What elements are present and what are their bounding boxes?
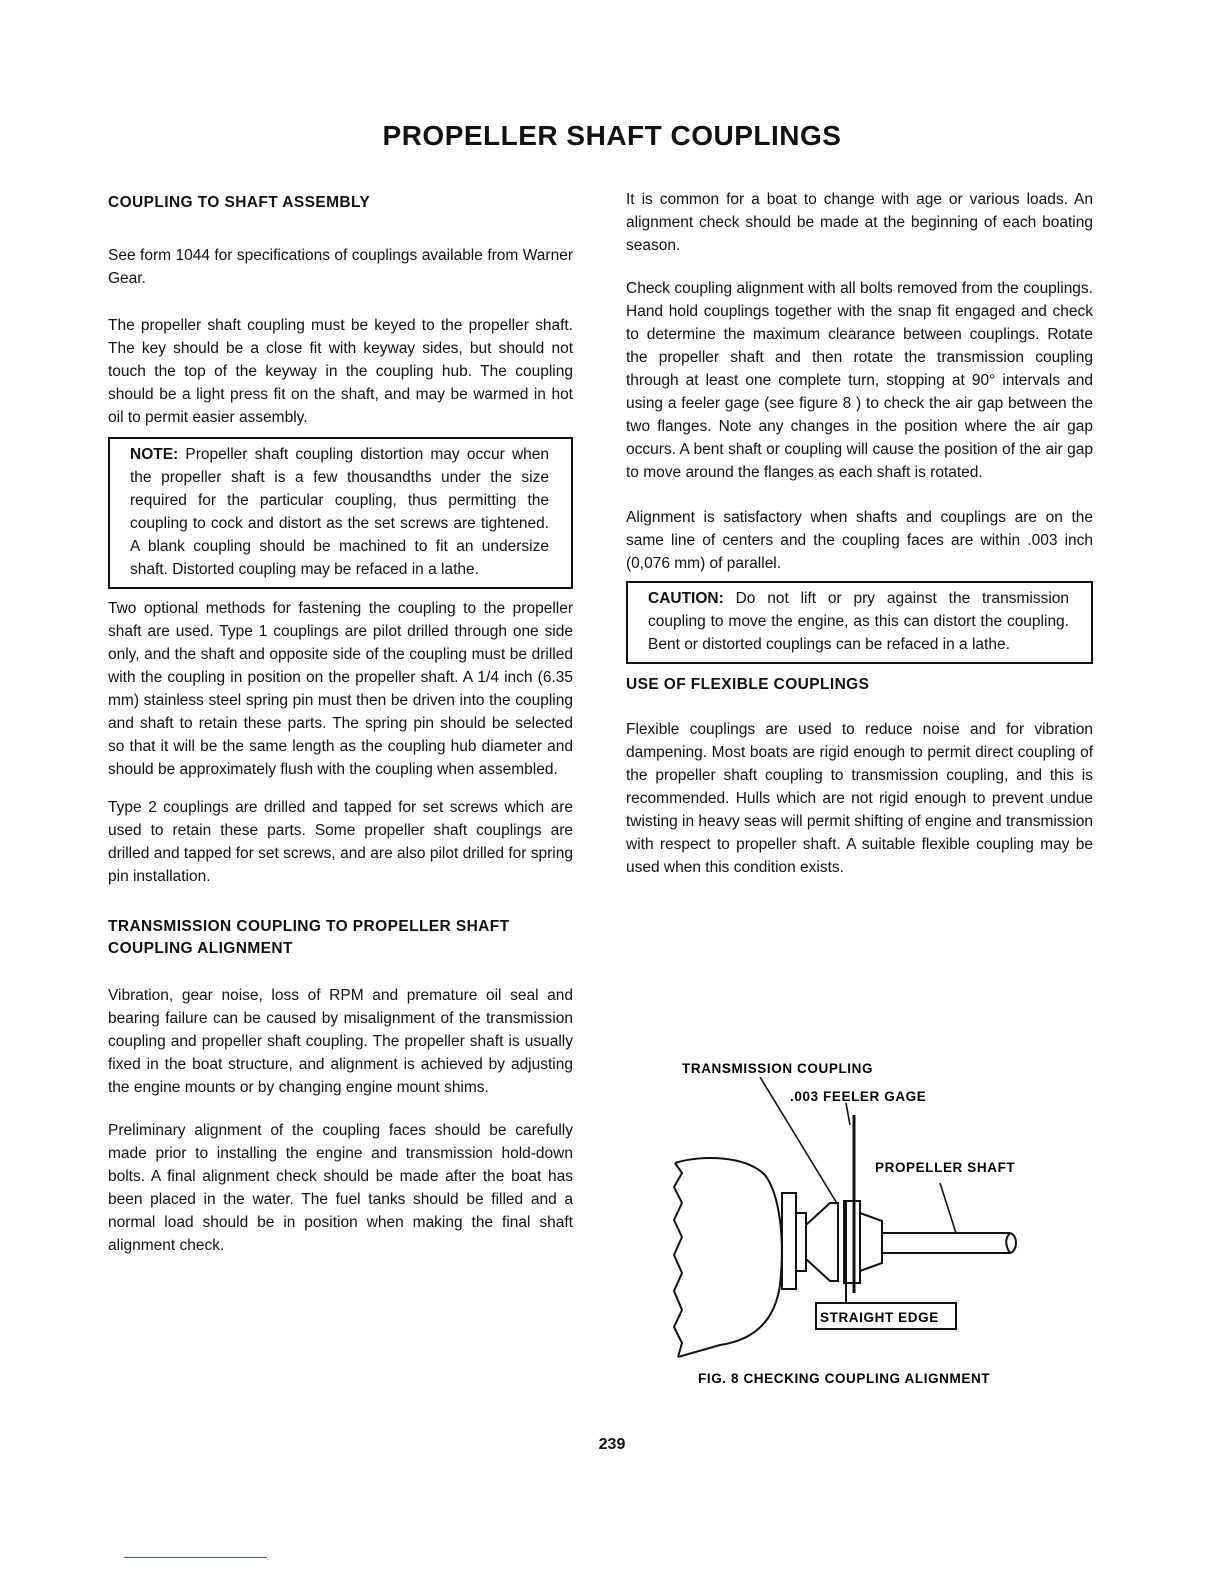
transmission-coupling-hub	[796, 1213, 806, 1271]
note-label: NOTE:	[130, 446, 179, 463]
heading-alignment: TRANSMISSION COUPLING TO PROPELLER SHAFT COUPLING ALIGNMENT	[108, 918, 510, 957]
paragraph: See form 1044 for specifications of couplings available from Warner Gear.	[108, 247, 573, 287]
paragraph: It is common for a boat to change with age or various loads. An alignment check should be made at the beginning of each boating season.	[626, 191, 1093, 254]
leader-shaft	[940, 1183, 956, 1233]
footer-rule	[124, 1557, 267, 1558]
caution-label: CAUTION:	[648, 590, 724, 607]
label-straight-edge: STRAIGHT EDGE	[820, 1310, 939, 1325]
right-column	[626, 188, 1093, 879]
paragraph: Preliminary alignment of the coupling faces should be carefully made prior to installing the engine and transmission hold-down bolts. A final alignment check should be made after the boat has been placed in the water. The fuel tanks should be filled and a normal load should be in position when making the final shaft alignment check.	[108, 1122, 573, 1254]
label-propeller-shaft: PROPELLER SHAFT	[875, 1160, 1016, 1175]
paragraph: Flexible couplings are used to reduce noise and for vibration dampening. Most boats are rigid enough to permit direct coupling of the propeller shaft coupling to transmission coupling, and this is recommended. Hulls which are not rigid enough to prevent undue twisting in heavy seas will permit shifting of engine and transmission with respect to propeller shaft. A suitable flexible coupling may be used when this condition exists.	[626, 721, 1093, 876]
paragraph: Alignment is satisfactory when shafts and couplings are on the same line of centers and the coupling faces are within .003 inch (0,076 mm) of parallel.	[626, 509, 1093, 572]
propeller-shaft	[882, 1233, 1016, 1253]
page-title: PROPELLER SHAFT COUPLINGS	[382, 120, 842, 151]
transmission-coupling-cone	[806, 1203, 838, 1281]
propeller-coupling-hub	[860, 1213, 882, 1271]
shaft-end	[1006, 1233, 1010, 1253]
note-box	[108, 437, 573, 589]
left-column	[108, 192, 573, 1257]
paragraph: The propeller shaft coupling must be keyed to the propeller shaft. The key should be a close fit with keyway sides, but should not touch the top of the keyway in the coupling hub. The coupling should be a light press fit on the shaft, and may be warmed in hot oil to permit easier assembly.	[108, 317, 573, 426]
leader-feeler	[846, 1103, 850, 1125]
note-text: Propeller shaft coupling distortion may occur when the propeller shaft is a few thousandths under the size required for the particular coupling, thus permitting the coupling to cock and distort as the set screws are tightened. A blank coupling should be machined to fit an undersize shaft. Distorted coupling may be refaced in a lathe.	[130, 446, 549, 578]
label-feeler-gage: .003 FEELER GAGE	[790, 1089, 927, 1104]
paragraph: Vibration, gear noise, loss of RPM and premature oil seal and bearing failure can be caused by misalignment of the transmission coupling and propeller shaft coupling. The propeller shaft is usually fixed in the boat structure, and alignment is achieved by adjusting the engine mounts or by changing engine mount shims.	[108, 987, 573, 1096]
heading-flexible-couplings: USE OF FLEXIBLE COUPLINGS	[626, 676, 870, 693]
transmission-housing	[675, 1158, 782, 1357]
paragraph: Type 2 couplings are drilled and tapped for set screws which are used to retain these parts. Some propeller shaft couplings are drilled and tapped for set screws, and are also pilot drilled for spring pin installation.	[108, 799, 573, 885]
housing-break-line	[674, 1163, 682, 1357]
figure-coupling-alignment	[660, 1055, 1040, 1395]
caution-text: Do not lift or pry against the transmission coupling to move the engine, as this can distort the coupling. Bent or distorted couplings can be refaced in a lathe.	[648, 590, 1069, 653]
page-number: 239	[598, 1436, 626, 1453]
heading-coupling-to-shaft: COUPLING TO SHAFT ASSEMBLY	[108, 194, 371, 211]
transmission-flange	[782, 1193, 796, 1289]
caution-box	[626, 581, 1093, 664]
label-transmission-coupling: TRANSMISSION COUPLING	[682, 1061, 874, 1076]
paragraph: Two optional methods for fastening the coupling to the propeller shaft are used. Type 1 couplings are pilot drilled through one side only, and the shaft and opposite side of the coupling must be drilled with the coupling in position on the propeller shaft. A 1/4 inch (6.35 mm) stainless steel spring pin must then be driven into the coupling and shaft to retain these parts. The spring pin should be selected so that it will be the same length as the coupling hub diameter and should be approximately flush with the coupling when assembled.	[108, 600, 573, 778]
figure-caption: FIG. 8 CHECKING COUPLING ALIGNMENT	[698, 1371, 991, 1386]
paragraph: Check coupling alignment with all bolts removed from the couplings. Hand hold couplings together with the snap fit engaged and check to determine the maximum clearance between couplings. Rotate the propeller shaft and then rotate the transmission coupling through at least one complete turn, stopping at 90° intervals and using a feeler gage (see figure 8 ) to check the air gap between the two flanges. Note any changes in the position where the air gap occurs. A bent shaft or coupling will cause the position of the air gap to move around the flanges as each shaft is rotated.	[626, 280, 1093, 481]
coupling-diagram	[660, 1055, 1040, 1395]
